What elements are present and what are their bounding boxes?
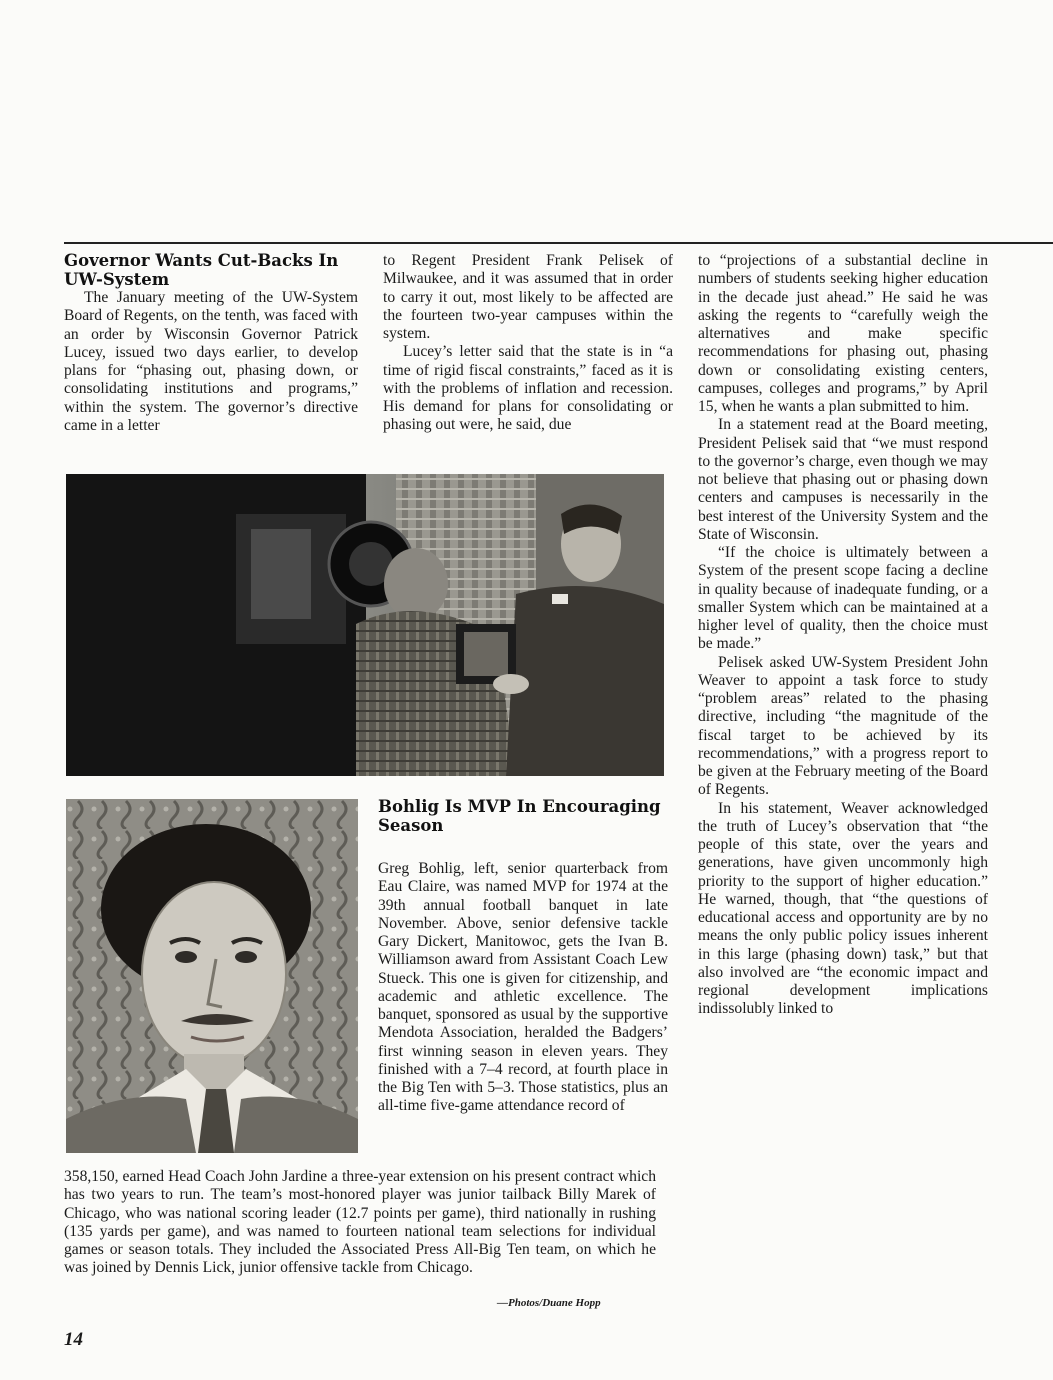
body-paragraph: “If the choice is ultimately between a System of the present scope facing a decline in quality because of inadequate funding, or a smaller System which can be maintained at a higher level of quality, then the choice must be made.”	[698, 544, 988, 653]
body-paragraph: In a statement read at the Board meeting, President Pelisek said that “we must respond to the governor’s charge, even though we may not believe that phasing out or phasing down centers and campuses is necessarily in the best interest of the University System and the State of Wisconsin.	[698, 416, 988, 543]
top-rule	[64, 242, 1053, 244]
body-paragraph: The January meeting of the UW-System Board of Regents, on the tenth, was faced with an order by Wisconsin Governor Patrick Lucey, issued two days earlier, to develop plans for “phasing out, phasing down, or consolidating institutions and programs,” within the system. The governor’s directive came in a letter	[64, 289, 358, 434]
article-column-1	[64, 252, 358, 435]
headline-bohlig: Bohlig Is MVP In Encouraging Season	[378, 797, 661, 835]
caption-heading-block	[378, 798, 668, 835]
article-column-2	[383, 252, 673, 435]
body-paragraph: In his statement, Weaver acknowledged the truth of Lucey’s observation that “the people of this state, over the years and generations, have given uncommonly high priority to the support of higher education.” He warned, though, that “the questions of educational access and opportunity are by no means the only public policy issues inherent in this large (phasing down) task,” but that also involved are “the economic impact and regional development implications indissolubly linked to	[698, 799, 988, 1018]
page-number: 14	[64, 1329, 83, 1350]
article-column-3	[698, 252, 988, 1019]
photo-credit: —Photos/Duane Hopp	[497, 1297, 601, 1309]
body-paragraph: Pelisek asked UW-System President John Weaver to appoint a task force to study “problem areas” related to the phasing directive, including “the magnitude of the fiscal target to be achieved by its recommendations,” with a progress report to be given at the February meeting of the Board of Regents.	[698, 653, 988, 799]
headline-governor: Governor Wants Cut-Backs In UW-System	[64, 251, 339, 289]
body-paragraph: to Regent President Frank Pelisek of Milwaukee, and it was assumed that in order to carry it out, most likely to be affected are the fourteen two-year campuses within the system.	[383, 252, 673, 342]
bohlig-portrait-photo	[66, 799, 358, 1153]
body-paragraph: to “projections of a substantial decline in numbers of students seeking higher education in the decade just ahead.” He said he was asking the regents to “carefully weigh the alternatives and make specific recommendations for phasing out, phasing down or consolidating existing centers, campuses, colleges and programs,” by April 15, when he wants a plan submitted to him.	[698, 252, 988, 415]
banquet-award-photo	[66, 474, 664, 776]
caption-wide-text: 358,150, earned Head Coach John Jardine a three-year extension on his present contract which has two years to run. The team’s most-honored player was junior tailback Billy Marek of Chicago, who was national scoring leader (12.7 points per game), third nationally in rushing (135 yards per game), and was named to fourteen national team selections for individual games or season totals. They included the Associated Press All-Big Ten team, on which he was joined by Dennis Lick, junior offensive tackle from Chicago.	[64, 1168, 656, 1277]
caption-side-text: Greg Bohlig, left, senior quarterback from Eau Claire, was named MVP for 1974 at the 39th annual football banquet in late November. Above, senior defensive tackle Gary Dickert, Manitowoc, gets the Ivan B. Williamson award from Assistant Coach Lew Stueck. This one is given for citizenship, and academic and athletic excellence. The banquet, sponsored as usual by the supportive Mendota Association, heralded the Badgers’ first winning season in eleven years. They finished with a 7–4 record, at fourth place in the Big Ten with 5–3. Those statistics, plus an all-time five-game attendance record of	[378, 860, 668, 1115]
body-paragraph: Lucey’s letter said that the state is in “a time of rigid fiscal constraints,” faced as it is with the problems of inflation and recession. His demand for plans for consolidating or phasing out were, he said, due	[383, 343, 673, 434]
